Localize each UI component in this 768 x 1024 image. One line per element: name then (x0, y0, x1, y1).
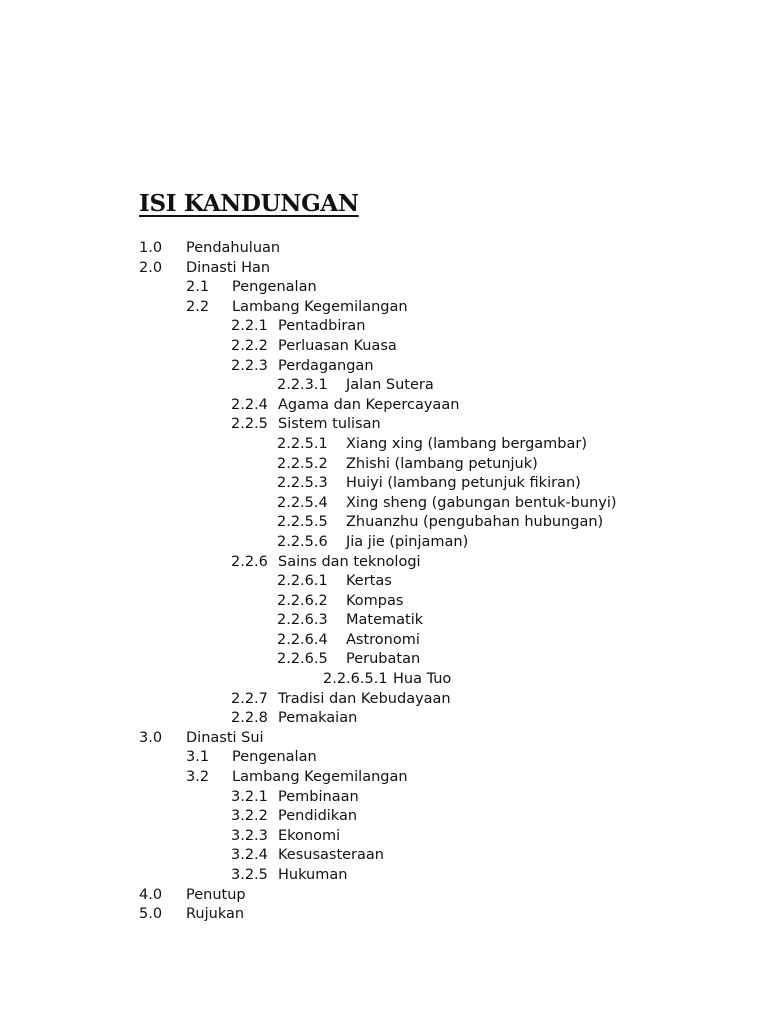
toc-number: 3.2.3 (231, 827, 268, 844)
toc-number: 2.2.3.1 (277, 377, 328, 394)
toc-number: 2.2.5.3 (277, 475, 328, 492)
toc-text: Zhuanzhu (pengubahan hubungan) (346, 514, 604, 531)
toc-text: Ekonomi (278, 827, 341, 844)
toc-text: Dinasti Han (186, 259, 271, 276)
toc-text: Agama dan Kepercayaan (278, 396, 460, 413)
toc-number: 1.0 (139, 240, 163, 256)
toc-number: 2.2.5 (231, 416, 268, 433)
toc-number: 2.2.1 (231, 318, 268, 335)
toc-text: Pendahuluan (186, 240, 281, 256)
toc-number: 2.2.8 (231, 710, 268, 727)
toc-number: 2.2.7 (231, 690, 268, 707)
toc-text: Dinasti Sui (186, 729, 264, 746)
toc-text: Kertas (346, 573, 392, 590)
toc-text: Pentadbiran (278, 318, 366, 335)
page-title: ISI KANDUNGAN (139, 190, 359, 217)
toc-number: 2.2.5.2 (277, 455, 328, 472)
toc-number: 2.2.6.5.1 (323, 671, 388, 688)
toc-text: Pendidikan (278, 808, 358, 825)
toc-text: Perdagangan (278, 357, 374, 374)
toc-text: Sains dan teknologi (278, 553, 421, 570)
toc-number: 2.2.5.1 (277, 435, 328, 452)
toc-number: 2.2.6.4 (277, 631, 328, 648)
toc-number: 3.2.4 (231, 847, 268, 864)
toc-text: Zhishi (lambang petunjuk) (346, 455, 538, 472)
toc-text: Lambang Kegemilangan (232, 769, 408, 786)
toc-text: Jia jie (pinjaman) (346, 533, 469, 550)
toc-text: Penutup (186, 886, 246, 903)
toc-text: Rujukan (186, 906, 245, 923)
toc-number: 3.2.1 (231, 788, 268, 805)
toc-text: Pengenalan (232, 749, 317, 766)
toc-number: 3.1 (186, 749, 210, 766)
toc-number: 2.2.5.6 (277, 533, 328, 550)
toc-number: 2.2.2 (231, 337, 268, 354)
toc-number: 3.0 (139, 729, 163, 746)
toc-number: 2.2.3 (231, 357, 268, 374)
toc-number: 4.0 (139, 886, 163, 903)
toc-text: Xiang xing (lambang bergambar) (346, 435, 588, 452)
toc-text: Perubatan (346, 651, 421, 668)
toc-number: 2.2.6 (231, 553, 268, 570)
toc-number: 3.2.5 (231, 867, 268, 883)
toc-number: 2.2.5.5 (277, 514, 328, 531)
toc-number: 2.2.6.3 (277, 612, 328, 629)
toc-text: Astronomi (346, 631, 420, 648)
toc-number: 5.0 (139, 906, 163, 923)
toc-number: 2.2.6.1 (277, 573, 328, 590)
toc-number: 2.2 (186, 298, 210, 315)
toc-text: Perluasan Kuasa (278, 337, 397, 354)
toc-text: Jalan Sutera (346, 377, 434, 394)
toc-number: 3.2 (186, 769, 210, 786)
toc-text: Pembinaan (278, 788, 359, 805)
toc-text: Pemakaian (278, 710, 358, 727)
toc-number: 2.2.6.2 (277, 592, 328, 609)
toc-number: 2.2.6.5 (277, 651, 328, 668)
toc-text: Xing sheng (gabungan bentuk-bunyi) (346, 494, 617, 511)
toc-text: Pengenalan (232, 279, 317, 296)
toc-number: 3.2.2 (231, 808, 268, 825)
toc-text: Hua Tuo (393, 671, 452, 688)
toc-number: 2.0 (139, 259, 163, 276)
toc-text: Kompas (346, 592, 404, 609)
toc-number: 2.1 (186, 279, 210, 296)
toc-text: Kesusasteraan (278, 847, 384, 864)
toc-number: 2.2.4 (231, 396, 268, 413)
toc-number: 2.2.5.4 (277, 494, 328, 511)
toc-text: Sistem tulisan (278, 416, 381, 433)
toc-text: Huiyi (lambang petunjuk fikiran) (346, 475, 581, 492)
toc-text: Tradisi dan Kebudayaan (278, 690, 451, 707)
toc-text: Hukuman (278, 867, 348, 883)
toc-text: Lambang Kegemilangan (232, 298, 408, 315)
toc-text: Matematik (346, 612, 424, 629)
